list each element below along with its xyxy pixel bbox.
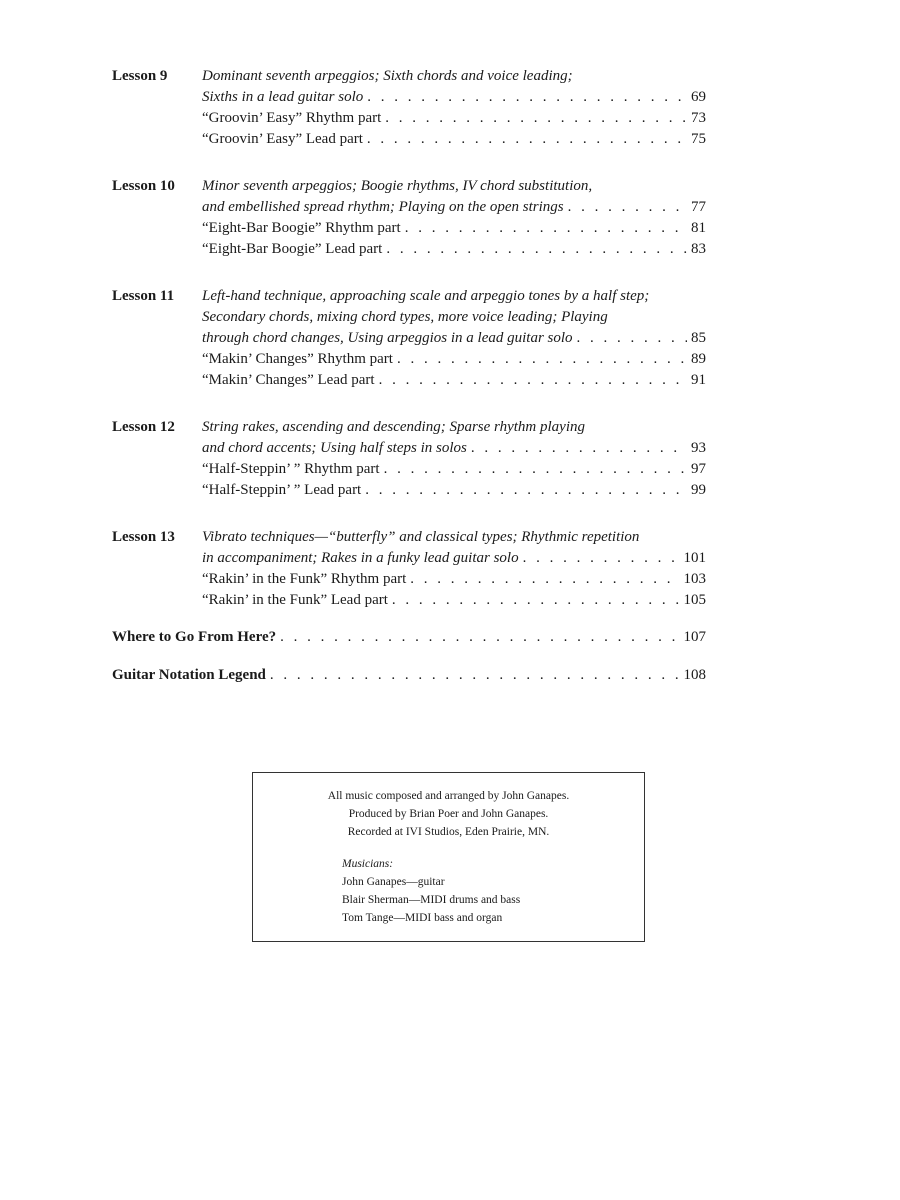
page-number: 81	[691, 220, 706, 236]
page-number: 97	[691, 461, 706, 477]
leader-dots	[379, 370, 687, 391]
leader-dots	[280, 627, 679, 648]
leader-dots	[367, 87, 687, 108]
lesson-description-last	[202, 548, 706, 569]
part-entry	[202, 349, 706, 370]
lesson-entry	[112, 417, 706, 501]
part-entry	[202, 129, 706, 150]
part-title: “Makin’ Changes” Rhythm part	[202, 351, 393, 367]
musicians-heading: Musicians:	[342, 858, 394, 870]
lesson-description-text: and chord accents; Using half steps in solos	[202, 440, 467, 456]
page-number: 101	[683, 550, 706, 566]
page-number: 105	[683, 592, 706, 608]
credits-line: Produced by Brian Poer and John Ganapes.	[348, 808, 549, 820]
lesson-entry	[112, 286, 706, 391]
musician-line: Blair Sherman—MIDI drums and bass	[342, 894, 521, 906]
credits-box	[252, 772, 645, 942]
lesson-label: Lesson 10	[112, 178, 175, 194]
lesson-description-last	[202, 438, 706, 459]
lesson-label: Lesson 11	[112, 288, 175, 304]
lesson-body	[202, 66, 706, 150]
page-number: 108	[683, 667, 706, 683]
table-of-contents	[112, 66, 706, 703]
part-title: “Eight-Bar Boogie” Lead part	[202, 241, 383, 257]
credits-musicians	[342, 855, 644, 927]
musician-line: Tom Tange—MIDI bass and organ	[342, 912, 503, 924]
page-number: 103	[683, 571, 706, 587]
credits-line: All music composed and arranged by John Ganapes.	[327, 790, 570, 802]
lesson-description-last	[202, 197, 706, 218]
leader-dots	[397, 349, 687, 370]
lesson-description-text: through chord changes, Using arpeggios in a lead guitar solo	[202, 330, 573, 346]
page-number: 83	[691, 241, 706, 257]
leader-dots	[568, 197, 687, 218]
section-entry-notation-legend	[112, 665, 706, 686]
lesson-description-last	[202, 87, 706, 108]
leader-dots	[471, 438, 687, 459]
part-entry	[202, 239, 706, 260]
part-entry	[202, 459, 706, 480]
page-number: 73	[691, 110, 706, 126]
page-number: 99	[691, 482, 706, 498]
lesson-description-line: Minor seventh arpeggios; Boogie rhythms, IV chord substitution,	[202, 178, 593, 194]
page-number: 93	[691, 440, 706, 456]
lesson-entry	[112, 527, 706, 611]
part-title: “Half-Steppin’ ” Rhythm part	[202, 461, 380, 477]
page-number: 75	[691, 131, 706, 147]
lesson-entry	[112, 66, 706, 150]
lesson-description-line: Secondary chords, mixing chord types, more voice leading; Playing	[202, 309, 608, 325]
lesson-description-text: and embellished spread rhythm; Playing on the open strings	[202, 199, 564, 215]
part-entry	[202, 590, 706, 611]
leader-dots	[270, 665, 680, 686]
part-entry	[202, 218, 706, 239]
lesson-body	[202, 417, 706, 501]
part-title: “Groovin’ Easy” Lead part	[202, 131, 363, 147]
lesson-description-last	[202, 328, 706, 349]
lesson-entry	[112, 176, 706, 260]
leader-dots	[386, 239, 687, 260]
part-entry	[202, 370, 706, 391]
leader-dots	[523, 548, 680, 569]
lesson-label: Lesson 13	[112, 529, 175, 545]
leader-dots	[392, 590, 680, 611]
leader-dots	[365, 480, 687, 501]
part-title: “Rakin’ in the Funk” Lead part	[202, 592, 388, 608]
lesson-label: Lesson 9	[112, 68, 168, 84]
leader-dots	[577, 328, 687, 349]
leader-dots	[384, 459, 687, 480]
page-number: 107	[683, 629, 706, 645]
lesson-body	[202, 527, 706, 611]
section-title: Where to Go From Here?	[112, 629, 277, 645]
lesson-description-text: Sixths in a lead guitar solo	[202, 89, 364, 105]
lesson-description-text: in accompaniment; Rakes in a funky lead guitar solo	[202, 550, 519, 566]
part-title: “Half-Steppin’ ” Lead part	[202, 482, 362, 498]
credits-line: Recorded at IVI Studios, Eden Prairie, MN.	[347, 826, 550, 838]
part-entry	[202, 569, 706, 590]
leader-dots	[410, 569, 679, 590]
part-title: “Groovin’ Easy” Rhythm part	[202, 110, 382, 126]
part-title: “Makin’ Changes” Lead part	[202, 372, 375, 388]
page-number: 69	[691, 89, 706, 105]
leader-dots	[385, 108, 687, 129]
part-title: “Rakin’ in the Funk” Rhythm part	[202, 571, 407, 587]
part-title: “Eight-Bar Boogie” Rhythm part	[202, 220, 401, 236]
credits-production	[253, 787, 644, 841]
lesson-description-line: Left-hand technique, approaching scale and arpeggio tones by a half step;	[202, 288, 650, 304]
lesson-description-line: Vibrato techniques—“butterfly” and classical types; Rhythmic repetition	[202, 529, 640, 545]
lesson-body	[202, 176, 706, 260]
lesson-description-line: String rakes, ascending and descending; Sparse rhythm playing	[202, 419, 586, 435]
lesson-label: Lesson 12	[112, 419, 175, 435]
page-number: 85	[691, 330, 706, 346]
page-number: 91	[691, 372, 706, 388]
lesson-body	[202, 286, 706, 391]
lesson-description-line: Dominant seventh arpeggios; Sixth chords and voice leading;	[202, 68, 573, 84]
page-number: 77	[691, 199, 706, 215]
page-number: 89	[691, 351, 706, 367]
part-entry	[202, 480, 706, 501]
leader-dots	[405, 218, 687, 239]
musician-line: John Ganapes—guitar	[342, 876, 445, 888]
section-entry-where-to-go	[112, 627, 706, 648]
leader-dots	[367, 129, 687, 150]
section-title: Guitar Notation Legend	[112, 667, 266, 683]
part-entry	[202, 108, 706, 129]
